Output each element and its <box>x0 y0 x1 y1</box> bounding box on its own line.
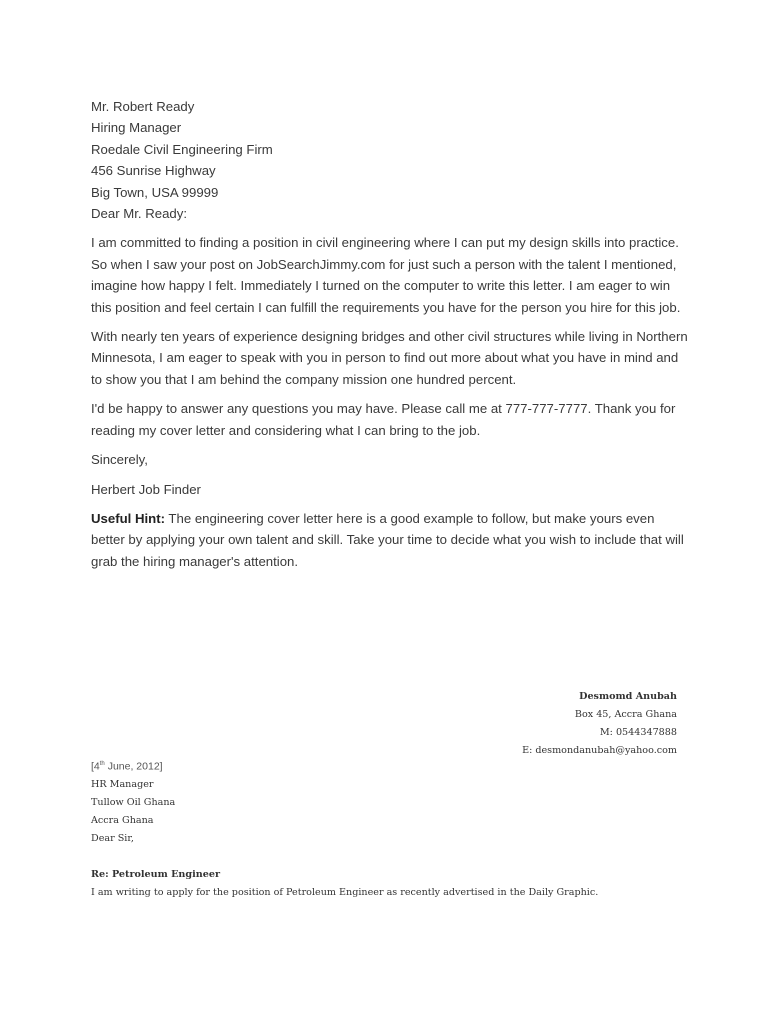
recipient-street: 456 Sunrise Highway <box>91 163 216 179</box>
body-paragraph: I'd be happy to answer any questions you may have. Please call me at 777-777-7777. Thank you for reading my cover letter and considering what I can bring to the job. <box>91 401 676 438</box>
date-rest: June, 2012] <box>104 760 163 773</box>
useful-hint <box>91 508 691 572</box>
salutation: Dear Mr. Ready: <box>91 206 188 222</box>
cover-letter-petroleum <box>91 755 691 902</box>
sender-block <box>522 688 677 760</box>
recipient-company: Tullow Oil Ghana <box>91 796 176 808</box>
recipient-city: Big Town, USA 99999 <box>91 184 219 200</box>
sender-email: E: desmondanubah@yahoo.com <box>522 745 677 756</box>
hint-text: The engineering cover letter here is a good example to follow, but make yours even better by applying your own talent and skill. Take your time to decide what you wish to include that will grab the hiring manager's attention. <box>91 510 684 569</box>
sender-name: Desmomd Anubah <box>579 691 677 702</box>
recipient-name: Mr. Robert Ready <box>91 99 195 114</box>
hint-label: Useful Hint: <box>91 510 165 526</box>
sender-phone: M: 0544347888 <box>599 727 677 738</box>
recipient-title: Hiring Manager <box>91 120 182 136</box>
opening-paragraph: I am writing to apply for the position of Petroleum Engineer as recently advertised in the Daily Graphic. <box>91 886 599 898</box>
recipient-city: Accra Ghana <box>91 814 154 826</box>
sender-address: Box 45, Accra Ghana <box>574 709 677 720</box>
salutation: Dear Sir, <box>91 832 134 844</box>
signature: Herbert Job Finder <box>91 481 201 497</box>
subject-line: Re: Petroleum Engineer <box>91 868 220 880</box>
cover-letter-engineering <box>91 96 691 572</box>
body-paragraph: I am committed to finding a position in civil engineering where I can put my design skills into practice. So when I saw your post on JobSearchJimmy.com for just such a person with the talent I mentioned, imagine how happy I felt. Immediately I turned on the computer to write this letter. I am eager to win this position and feel certain I can fulfill the requirements you have for the person you hire for this job. <box>91 235 681 315</box>
date-open: [4 <box>91 760 100 773</box>
date-suffix: th <box>99 761 105 767</box>
body-paragraph: With nearly ten years of experience designing bridges and other civil structures while living in Northern Minnesota, I am eager to speak with you in person to find out more about what you have in mind and to show you that I am behind the company mission one hundred percent. <box>91 329 688 387</box>
letter-date <box>91 755 691 776</box>
recipient-title: HR Manager <box>91 778 154 790</box>
closing: Sincerely, <box>91 452 148 468</box>
recipient-company: Roedale Civil Engineering Firm <box>91 141 273 157</box>
